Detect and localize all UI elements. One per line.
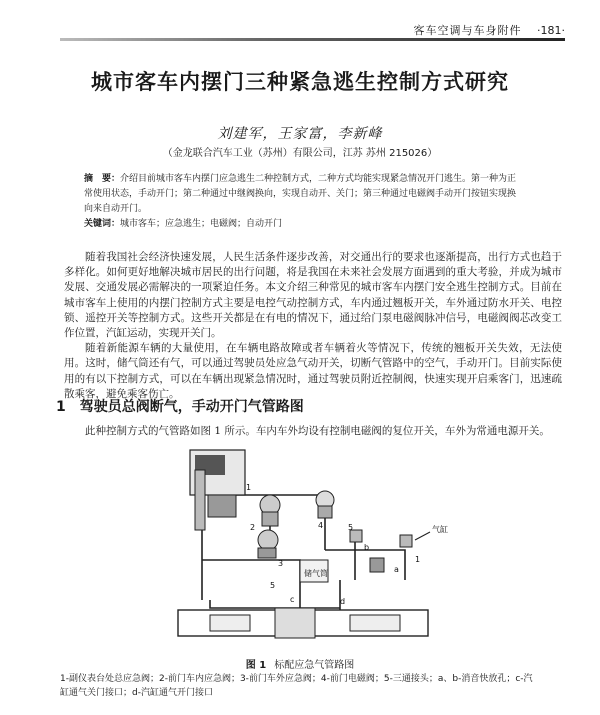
body-text [64,250,562,402]
air-line [210,600,340,608]
main-emergency-valve [190,450,245,530]
pneumatic-diagram [150,440,470,650]
label-air-tank: 储气筒 [304,569,328,578]
figure-legend: 1-副仪表台处总应急阀；2-前门车内应急阀；3-前门车外应急阀；4-前门电磁阀；5-三通接头；a、b-消音快放孔；c-汽缸通气关门接口；d-汽缸通气开门接口 [60,674,533,698]
section-heading [56,396,304,416]
label-cylinder: 气缸 [432,525,448,534]
section-title: 驾驶员总阀断气，手动开门气管路图 [79,399,304,415]
page-number: ·181· [537,24,565,37]
header-rule [60,38,565,41]
right-valve [350,530,412,572]
label-2: 2 [250,523,256,532]
exterior-emergency-valve [258,530,278,558]
paragraph: 随着新能源车辆的大量使用，在车辆电路故障或者车辆着火等情况下，传统的翘板开关失效，无法使用。这时，储气筒还有气，可以通过驾驶员处应急气动开关，切断气管路中的空气，手动开门。目前实际使用的有以下控制方式，可以在车辆出现紧急情况时，通过驾驶员附近控制阀，快速实现开启乘客门，迅速疏散乘客，避免乘客伤亡。 [64,342,562,400]
journal-name: 客车空调与车身附件 [413,24,522,37]
affiliation: （金龙联合汽车工业（苏州）有限公司，江苏 苏州 215026） [162,148,438,159]
paragraph: 随着我国社会经济快速发展，人民生活条件逐步改善，对交通出行的要求也逐渐提高，出行方式也趋于多样化。如何更好地解决城市居民的出行问题，将是我国在未来社会发展方面遇到的重大考验，并成为城市发展、交通发展必需解决的一项紧迫任务。本文介绍三种常见的城市客车内摆门安全逃生控制方式。目前在城市客车上使用的内摆门控制方式主要是电控气动控制方式，车内通过翘板开关，车外通过防水开关、电控锁、遥控开关等控制方式。这些开关都是在有电的情况下，通过给门泵电磁阀脉冲信号，电磁阀阀芯改变工作位置，汽缸运动，实现开关门。 [64,251,562,340]
label-1a: 1 [246,483,252,492]
running-header [60,22,565,40]
abstract-text: 介绍目前城市客车内摆门应急逃生二种控制方式，二种方式均能实现紧急情况开门逃生。第一种为正常使用状态，手动开门；第二种通过中继阀换向，实现自动开、关门；第三种通过电磁阀手动开门按钮实现换向来自动开门。 [84,174,517,214]
label-c: c [290,595,295,604]
solenoid-valve [316,491,334,518]
paper-title: 城市客车内摆门三种紧急逃生控制方式研究 [91,70,509,94]
keywords [84,216,524,229]
figure-number: 图 1 [245,660,267,671]
section-number: 1 [56,399,66,415]
air-line [325,550,405,580]
section-intro: 此种控制方式的气管路如图 1 所示。车内车外均设有控制电磁阀的复位开关，车外为常通电源开关。 [85,425,550,437]
label-5a: 5 [348,523,354,532]
authors: 刘建军，王家富，李新峰 [217,126,383,142]
keywords-label: 关键词： [84,219,121,229]
label-d: d [340,597,346,606]
abstract-label: 摘 要： [84,174,121,184]
label-1b: 1 [415,555,421,564]
running-header-text [414,22,566,38]
interior-emergency-valve [260,495,280,526]
label-b: b [364,543,370,552]
figure-title: 标配应急气管路图 [274,660,355,671]
cylinder-icon [178,608,428,638]
label-3: 3 [278,559,284,568]
label-4: 4 [318,521,324,530]
keywords-text: 城市客车；应急逃生；电磁阀；自动开门 [120,219,283,229]
figure-caption [0,656,600,671]
label-a: a [394,565,399,574]
label-5b: 5 [270,581,276,590]
abstract [84,172,524,217]
